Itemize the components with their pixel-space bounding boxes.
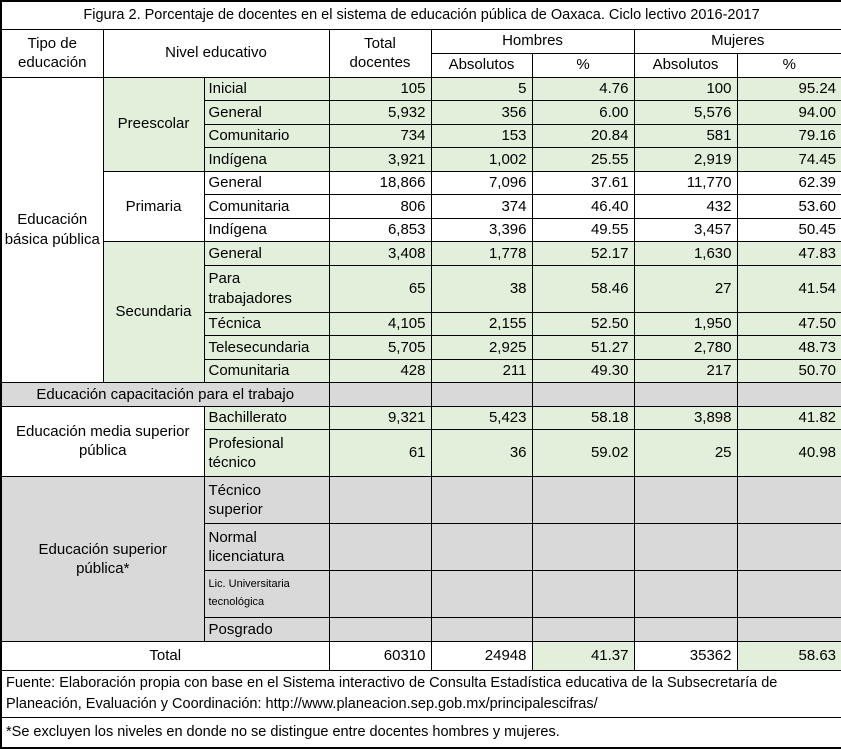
cell-nivel: Bachillerato xyxy=(204,406,329,430)
note-row xyxy=(1,718,841,748)
cell-hombres-pct: 46.40 xyxy=(532,195,634,219)
cell-hombres-abs: 1,002 xyxy=(431,148,532,172)
cell-hombres-abs: 1,778 xyxy=(431,242,532,266)
cell-hombres-abs: 5,423 xyxy=(431,406,532,430)
cell-empty xyxy=(532,477,634,524)
cell-empty xyxy=(737,383,841,407)
header-mujeres-absolutos: Absolutos xyxy=(634,53,737,77)
cell-nivel: Inicial xyxy=(204,77,329,101)
cell-nivel xyxy=(204,524,329,571)
cell-hombres-pct: 51.27 xyxy=(532,336,634,360)
cell-mujeres-abs: 217 xyxy=(634,359,737,383)
cell-empty xyxy=(532,571,634,618)
cell-mujeres-abs: 1,630 xyxy=(634,242,737,266)
cell-mujeres-pct: 79.16 xyxy=(737,124,841,148)
cell-nivel: General xyxy=(204,171,329,195)
cell-empty xyxy=(329,383,431,407)
cell-hombres-pct: 58.46 xyxy=(532,265,634,312)
cell-empty xyxy=(634,383,737,407)
cell-hombres-pct: 58.18 xyxy=(532,406,634,430)
asterisk-note: *Se excluyen los niveles en donde no se distingue entre docentes hombres y mujeres. xyxy=(1,718,841,748)
cell-empty xyxy=(431,383,532,407)
title-row xyxy=(1,1,841,29)
header-total-docentes-label: Total docentes xyxy=(349,34,411,71)
header-total-docentes xyxy=(329,29,431,77)
cell-hombres-abs: 2,155 xyxy=(431,312,532,336)
cell-hombres-abs: 5 xyxy=(431,77,532,101)
cell-empty xyxy=(431,618,532,642)
cell-mujeres-abs: 35362 xyxy=(634,642,737,671)
cell-nivel xyxy=(204,477,329,524)
cell-mujeres-abs: 100 xyxy=(634,77,737,101)
cell-empty xyxy=(634,618,737,642)
cell-mujeres-abs: 11,770 xyxy=(634,171,737,195)
cell-hombres-abs: 38 xyxy=(431,265,532,312)
cell-nivel-label: Lic. Universitaria tecnológica xyxy=(208,578,290,608)
cell-nivel xyxy=(204,265,329,312)
cell-empty xyxy=(329,524,431,571)
cell-total: 5,932 xyxy=(329,101,431,125)
group-superior xyxy=(1,477,204,642)
cell-hombres-pct: 25.55 xyxy=(532,148,634,172)
cell-mujeres-abs: 5,576 xyxy=(634,101,737,125)
cell-total: 65 xyxy=(329,265,431,312)
header-hombres: Hombres xyxy=(431,29,634,53)
cell-hombres-abs: 153 xyxy=(431,124,532,148)
header-tipo-educacion: Tipo de educación xyxy=(1,29,103,77)
cell-total: 5,705 xyxy=(329,336,431,360)
cell-mujeres-pct: 47.83 xyxy=(737,242,841,266)
cell-mujeres-abs: 27 xyxy=(634,265,737,312)
total-row xyxy=(1,642,841,671)
cell-nivel: General xyxy=(204,242,329,266)
cell-empty xyxy=(329,618,431,642)
cell-mujeres-abs: 3,898 xyxy=(634,406,737,430)
cell-hombres-pct: 41.37 xyxy=(532,642,634,671)
cell-hombres-abs: 7,096 xyxy=(431,171,532,195)
cell-mujeres-pct: 41.54 xyxy=(737,265,841,312)
group-primaria: Primaria xyxy=(103,171,204,242)
group-secundaria: Secundaria xyxy=(103,242,204,383)
cell-nivel-label: Para trabajadores xyxy=(208,270,292,307)
cell-empty xyxy=(634,571,737,618)
cell-hombres-pct: 20.84 xyxy=(532,124,634,148)
cell-nivel: Técnica xyxy=(204,312,329,336)
source-row xyxy=(1,671,841,718)
group-preescolar: Preescolar xyxy=(103,77,204,171)
cell-empty xyxy=(532,383,634,407)
table-row xyxy=(1,406,841,430)
total-label: Total xyxy=(1,642,329,671)
cell-total: 18,866 xyxy=(329,171,431,195)
cell-mujeres-pct: 40.98 xyxy=(737,430,841,477)
table-row xyxy=(1,171,841,195)
cell-hombres-pct: 4.76 xyxy=(532,77,634,101)
table-row xyxy=(1,242,841,266)
cell-nivel: Comunitario xyxy=(204,124,329,148)
cell-hombres-abs: 356 xyxy=(431,101,532,125)
table-row xyxy=(1,477,841,524)
group-capacitacion: Educación capacitación para el trabajo xyxy=(1,383,329,407)
cell-hombres-pct: 52.50 xyxy=(532,312,634,336)
header-hombres-pct: % xyxy=(532,53,634,77)
cell-empty xyxy=(532,618,634,642)
cell-empty xyxy=(737,477,841,524)
group-educacion-basica: Educación básica pública xyxy=(1,77,103,383)
cell-nivel xyxy=(204,571,329,618)
cell-empty xyxy=(634,477,737,524)
cell-nivel: Comunitaria xyxy=(204,195,329,219)
cell-empty xyxy=(634,524,737,571)
cell-hombres-pct: 37.61 xyxy=(532,171,634,195)
cell-total: 9,321 xyxy=(329,406,431,430)
cell-mujeres-abs: 25 xyxy=(634,430,737,477)
cell-hombres-pct: 59.02 xyxy=(532,430,634,477)
cell-hombres-pct: 6.00 xyxy=(532,101,634,125)
cell-total: 428 xyxy=(329,359,431,383)
cell-nivel: Indígena xyxy=(204,148,329,172)
cell-mujeres-pct: 95.24 xyxy=(737,77,841,101)
cell-hombres-pct: 49.55 xyxy=(532,218,634,242)
header-mujeres: Mujeres xyxy=(634,29,841,53)
cell-hombres-abs: 2,925 xyxy=(431,336,532,360)
cell-mujeres-abs: 581 xyxy=(634,124,737,148)
cell-total: 61 xyxy=(329,430,431,477)
cell-total: 4,105 xyxy=(329,312,431,336)
cell-total: 105 xyxy=(329,77,431,101)
cell-total: 3,921 xyxy=(329,148,431,172)
header-hombres-absolutos: Absolutos xyxy=(431,53,532,77)
cell-mujeres-abs: 1,950 xyxy=(634,312,737,336)
header-mujeres-pct: % xyxy=(737,53,841,77)
cell-mujeres-pct: 48.73 xyxy=(737,336,841,360)
cell-mujeres-abs: 2,780 xyxy=(634,336,737,360)
source-note: Fuente: Elaboración propia con base en el Sistema interactivo de Consulta Estadística educativa de la Subsecretaría de Planeación, Evaluación y Coordinación: http://www.planeacion.sep.gob.mx/principalescifras/ xyxy=(1,671,841,718)
cell-mujeres-pct: 53.60 xyxy=(737,195,841,219)
cell-hombres-abs: 374 xyxy=(431,195,532,219)
cell-mujeres-pct: 94.00 xyxy=(737,101,841,125)
cell-mujeres-pct: 50.45 xyxy=(737,218,841,242)
cell-empty xyxy=(737,618,841,642)
cell-nivel: General xyxy=(204,101,329,125)
cell-empty xyxy=(431,524,532,571)
cell-nivel: Indígena xyxy=(204,218,329,242)
cell-empty xyxy=(737,571,841,618)
cell-hombres-abs: 211 xyxy=(431,359,532,383)
figure-title: Figura 2. Porcentaje de docentes en el sistema de educación pública de Oaxaca. Ciclo lectivo 2016-2017 xyxy=(1,1,841,29)
header-row-1 xyxy=(1,29,841,53)
cell-mujeres-abs: 2,919 xyxy=(634,148,737,172)
cell-mujeres-pct: 47.50 xyxy=(737,312,841,336)
cell-mujeres-pct: 41.82 xyxy=(737,406,841,430)
cell-empty xyxy=(431,571,532,618)
cell-total: 6,853 xyxy=(329,218,431,242)
cell-empty xyxy=(532,524,634,571)
cell-mujeres-pct: 58.63 xyxy=(737,642,841,671)
cell-nivel: Posgrado xyxy=(204,618,329,642)
cell-hombres-abs: 36 xyxy=(431,430,532,477)
cell-hombres-pct: 52.17 xyxy=(532,242,634,266)
cell-nivel: Telesecundaria xyxy=(204,336,329,360)
cell-mujeres-abs: 3,457 xyxy=(634,218,737,242)
cell-total: 734 xyxy=(329,124,431,148)
cell-nivel-label: Técnico superior xyxy=(208,481,263,518)
group-superior-label: Educación superior pública* xyxy=(38,540,167,577)
cell-hombres-pct: 49.30 xyxy=(532,359,634,383)
cell-hombres-abs: 24948 xyxy=(431,642,532,671)
cell-total: 3,408 xyxy=(329,242,431,266)
cell-mujeres-pct: 74.45 xyxy=(737,148,841,172)
cell-total: 60310 xyxy=(329,642,431,671)
cell-total: 806 xyxy=(329,195,431,219)
cell-empty xyxy=(329,477,431,524)
group-media-superior: Educación media superior pública xyxy=(1,406,204,477)
header-nivel-educativo: Nivel educativo xyxy=(103,29,329,77)
table-row xyxy=(1,383,841,407)
cell-nivel: Comunitaria xyxy=(204,359,329,383)
cell-mujeres-pct: 50.70 xyxy=(737,359,841,383)
cell-nivel-label: Profesional técnico xyxy=(208,434,284,471)
cell-empty xyxy=(329,571,431,618)
cell-empty xyxy=(737,524,841,571)
cell-mujeres-abs: 432 xyxy=(634,195,737,219)
cell-empty xyxy=(431,477,532,524)
cell-nivel xyxy=(204,430,329,477)
cell-mujeres-pct: 62.39 xyxy=(737,171,841,195)
cell-nivel-label: Normal licenciatura xyxy=(208,528,285,565)
cell-hombres-abs: 3,396 xyxy=(431,218,532,242)
table-row xyxy=(1,77,841,101)
